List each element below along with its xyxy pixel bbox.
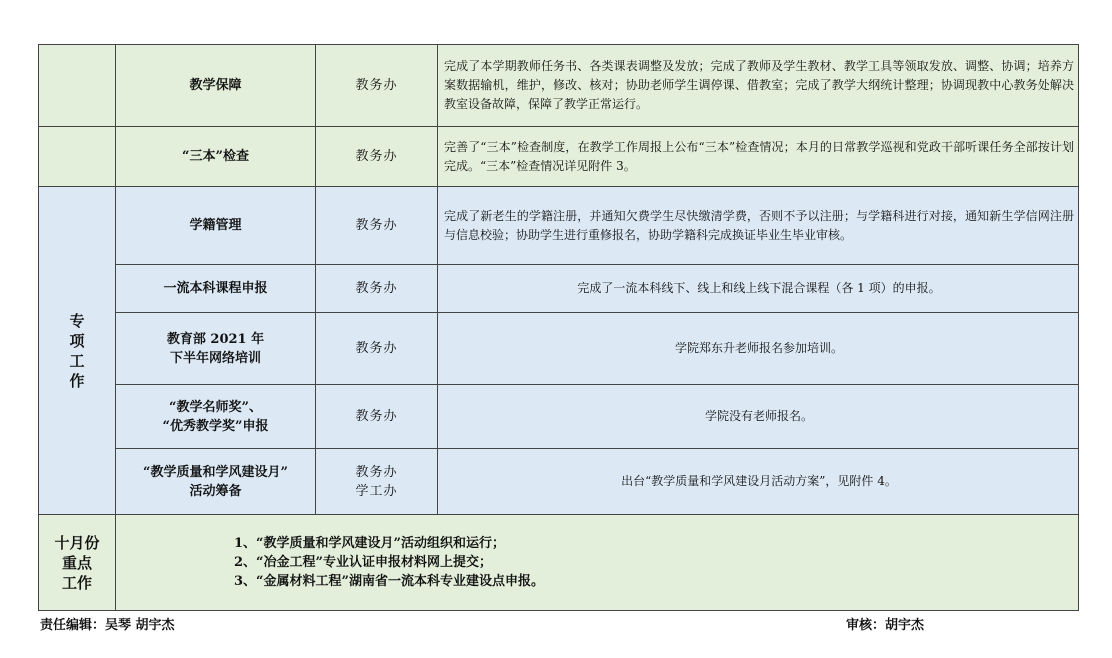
section-label-cell [39,127,116,187]
responsible-editors: 责任编辑：吴琴 胡宇杰 [40,618,175,633]
table-row [39,449,1079,515]
table-row [39,127,1079,187]
work-description: 学院没有老师报名。 [438,385,1079,449]
work-description: 完成了一流本科线下、线上和线上线下混合课程（各 1 项）的申报。 [438,265,1079,313]
work-item: 教育部 2021 年 下半年网络培训 [116,313,316,385]
work-item: 一流本科课程申报 [116,265,316,313]
work-description: 完成了新老生的学籍注册，并通知欠费学生尽快缴清学费，否则不予以注册；与学籍科进行对接，通知新生学信网注册与信息校验；协助学生进行重修报名，协助学籍科完成换证毕业生毕业审核。 [438,187,1079,265]
plan-item: 3、“金属材料工程”湖南省一流本科专业建设点申报。 [234,574,545,589]
work-item: 教学保障 [116,45,316,127]
department: 教务办 [316,265,438,313]
work-item: “教学名师奖”、 “优秀教学奖”申报 [116,385,316,449]
reviewer: 审核：胡宇杰 [846,618,925,633]
department: 教务办 学工办 [316,449,438,515]
work-description: 出台“教学质量和学风建设月活动方案”，见附件 4。 [438,449,1079,515]
department: 教务办 [316,385,438,449]
october-plan-list [116,515,1079,611]
department: 教务办 [316,127,438,187]
department: 教务办 [316,313,438,385]
department: 教务办 [316,187,438,265]
plan-item: 1、“教学质量和学风建设月”活动组织和运行； [234,536,506,551]
plan-item: 2、“冶金工程”专业认证申报材料网上提交； [234,555,493,570]
october-plan-label: 十月份 重点 工作 [39,515,116,611]
table-row [39,187,1079,265]
table-row [39,313,1079,385]
work-report-table [38,44,1079,611]
table-row [39,515,1079,611]
special-work-label: 专 项 工 作 [39,187,116,515]
table-row [39,385,1079,449]
work-description: 完成了本学期教师任务书、各类课表调整及发放；完成了教师及学生教材、教学工具等领取发放、调整、协调；培养方案数据输机，维护，修改、核对；协助老师学生调停课、借教室；完成了教学大纲统计整理；协调现教中心教务处解决教室设备故障，保障了教学正常运行。 [438,45,1079,127]
work-item: “教学质量和学风建设月” 活动筹备 [116,449,316,515]
work-item: 学籍管理 [116,187,316,265]
work-description: 完善了“三本”检查制度，在教学工作周报上公布“三本”检查情况；本月的日常教学巡视和党政干部听课任务全部按计划完成。“三本”检查情况详见附件 3。 [438,127,1079,187]
work-description: 学院郑东升老师报名参加培训。 [438,313,1079,385]
section-label-cell [39,45,116,127]
table-row [39,265,1079,313]
work-item: “三本”检查 [116,127,316,187]
table-row [39,45,1079,127]
department: 教务办 [316,45,438,127]
